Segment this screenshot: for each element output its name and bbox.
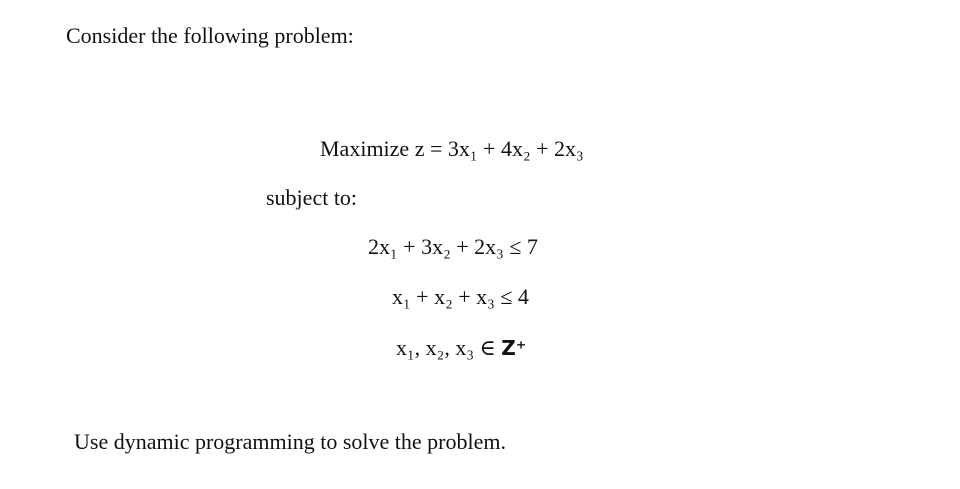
objective-function: Maximize z = 3x₁ + 4x₂ + 2x₃ — [320, 136, 584, 161]
instruction-text: Use dynamic programming to solve the problem. — [74, 429, 506, 454]
variable-domain — [396, 335, 526, 361]
subject-to-label: subject to: — [266, 185, 358, 210]
variable-list: x₁, x₂, x₃ ∈ — [396, 335, 502, 360]
constraint-1: 2x₁ + 3x₂ + 2x₃ ≤ 7 — [368, 234, 538, 259]
integer-set-symbol: Z⁺ — [501, 336, 527, 360]
intro-text: Consider the following problem: — [66, 23, 354, 48]
constraint-2: x₁ + x₂ + x₃ ≤ 4 — [392, 284, 529, 309]
